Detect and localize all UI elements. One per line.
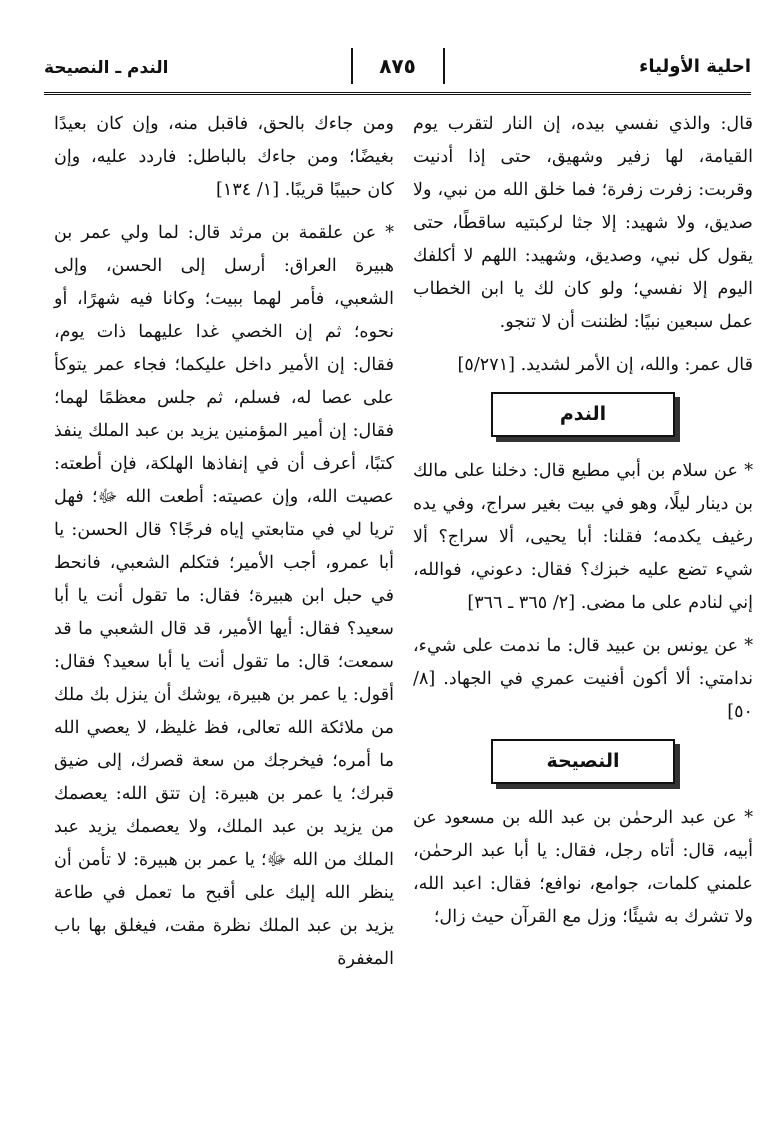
paragraph: * عن علقمة بن مرثد قال: لما ولي عمر بن هبيرة العراق: أرسل إلى الحسن، وإلى الشعبي، فأمر لهما ببيت؛ وكانا فيه شهرًا، أو نحوه؛ ثم إن الخصي غدا عليهما ذات يوم، فقال: إن الأمير داخل عليكما؛ فجاء عمر يتوكأ على عصا له، فسلم، ثم جلس معظمًا لهما؛ فقال: إن أمير المؤمنين يزيد بن عبد الملك ينفذ كتبًا، أعرف أن في إنفاذها الهلكة، فإن أطعته: عصيت الله، وإن عصيته: أطعت الله ﷻ؛ فهل تريا لي في متابعتي إياه فرجًا؟ قال الحسن: يا أبا عمرو، أجب الأمير؛ فتكلم الشعبي، فانحط في حبل ابن هبيرة؛ فقال: ما تقول أنت يا أبا سعيد؟ فقال: أيها الأمير، قد قال الشعبي ما قد سمعت؛ قال: ما تقول أنت يا أبا سعيد؟ فقال: أقول: يا عمر بن هبيرة، يوشك أن ينزل بك ملك من ملائكة الله تعالى، فظ غليظ، لا يعصي الله ما أمره؛ فيخرجك من سعة قصرك، إلى ضيق قبرك؛ يا عمر بن هبيرة: إن تتق الله: يعصمك من يزيد بن عبد الملك، ولا يعصمك يزيد عبد الملك من الله ﷻ؛ يا عمر بن هبيرة: لا تأمن أن ينظر الله إليك على أقبح ما تعمل في طاعة يزيد بن عبد الملك نظرة مقت، فيغلق بها باب المغفرة — [54, 223, 394, 969]
paragraph: ومن جاءك بالحق، فاقبل منه، وإن كان بعيدًا بغيضًا؛ ومن جاءك بالباطل: فاردد عليه، وإن كان حبيبًا قريبًا. [١/ ١٣٤] — [54, 114, 394, 200]
paragraph: قال: والذي نفسي بيده، إن النار لتقرب يوم القيامة، لها زفير وشهيق، حتى إذا أدنيت وقربت: زفرت زفرة؛ فما خلق الله من نبي، ولا صديق، ولا شهيد: إلا جثا لركبتيه ساقطًا، حتى يقول كل نبي، وصديق، وشهيد: اللهم لا أكلفك اليوم إلا نفسي؛ ولو كان لك يا ابن الخطاب عمل سبعين نبيًا: لظننت أن لا تنجو. — [413, 114, 753, 332]
page-header — [44, 48, 751, 94]
paragraph: * عن سلام بن أبي مطيع قال: دخلنا على مالك بن دينار ليلًا، وهو في بيت بغير سراج، وفي يده رغيف يكدمه؛ فقلنا: أبا يحيى، ألا سراج؟ ألا شيء تضع عليه خبزك؟ فقال: دعوني، فوالله، إني لنادم على ما مضى. [٢/ ٣٦٥ ـ ٣٦٦] — [413, 461, 753, 613]
page-number: ٨٧٥ — [351, 48, 445, 84]
book-title: احلية الأولياء — [639, 56, 751, 77]
header-rule — [44, 92, 751, 95]
section-heading-regret: الندم — [491, 392, 675, 437]
right-column — [413, 108, 753, 944]
paragraph: * عن عبد الرحمٰن بن عبد الله بن مسعود عن أبيه، قال: أتاه رجل، فقال: يا أبا عبد الرحمٰن، علمني كلمات، جوامع، نوافع؛ فقال: اعبد الله، ولا تشرك به شيئًا؛ وزل مع القرآن حيث زال؛ — [413, 808, 753, 927]
paragraph: قال عمر: والله، إن الأمر لشديد. [٥/٢٧١] — [457, 355, 753, 375]
section-heading-advice: النصيحة — [491, 739, 675, 784]
paragraph: * عن يونس بن عبيد قال: ما ندمت على شيء، ندامتي: ألا أكون أفنيت عمري في الجهاد. [٨/ ٥٠] — [413, 636, 753, 722]
chapter-title: الندم ـ النصيحة — [44, 58, 169, 78]
left-column — [54, 108, 394, 986]
